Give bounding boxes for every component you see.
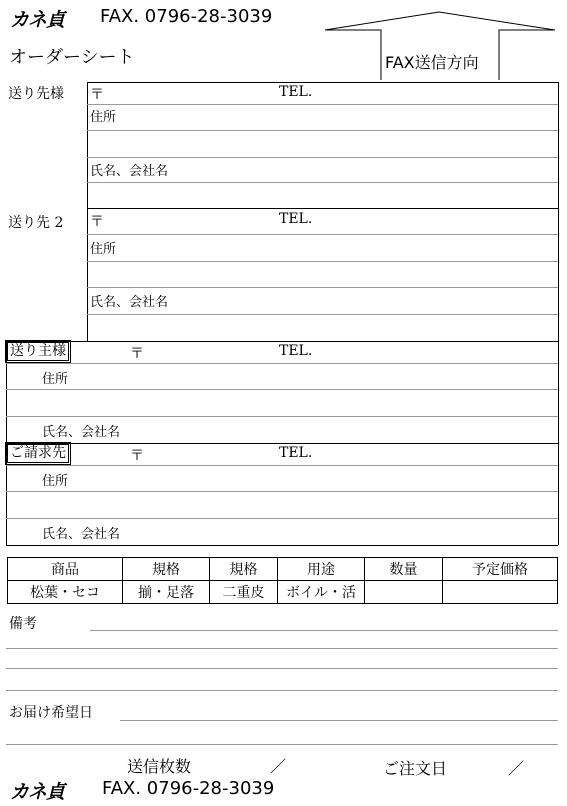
billing-tel-label: TEL. bbox=[279, 445, 313, 461]
sender-name-label: 氏名、会社名 bbox=[42, 425, 121, 440]
page-title: オーダーシート bbox=[9, 47, 135, 68]
header-product: 商品 bbox=[8, 558, 123, 581]
items-table bbox=[7, 557, 558, 604]
recipient2-label: 送り先 2 bbox=[8, 215, 64, 231]
sender-label: 送り主様 bbox=[7, 342, 69, 361]
cell-spec2[interactable]: 二重皮 bbox=[210, 581, 278, 604]
header-spec1: 規格 bbox=[123, 558, 210, 581]
billing-address-label: 住所 bbox=[42, 474, 69, 489]
header-quantity: 数量 bbox=[365, 558, 443, 581]
cell-quantity[interactable] bbox=[365, 581, 443, 604]
recipient-label: 送り先様 bbox=[8, 86, 64, 102]
delivery-date-label: お届け希望日 bbox=[9, 705, 93, 721]
recipient2-postal-label: 〒 bbox=[90, 214, 104, 230]
recipient2-name-label: 氏名、会社名 bbox=[90, 295, 169, 310]
sender-tel-label: TEL. bbox=[279, 343, 313, 359]
table-row bbox=[8, 581, 558, 604]
cell-product[interactable]: 松葉・セコ bbox=[8, 581, 123, 604]
table-header-row bbox=[8, 558, 558, 581]
header-spec2: 規格 bbox=[210, 558, 278, 581]
cell-usage[interactable]: ボイル・活 bbox=[278, 581, 365, 604]
billing-name-label: 氏名、会社名 bbox=[42, 527, 121, 542]
logo-text: カネ貞 bbox=[10, 9, 65, 31]
billing-label: ご請求先 bbox=[7, 444, 69, 463]
order-date-label: ご注文日 bbox=[383, 759, 448, 778]
recipient-postal-label: 〒 bbox=[90, 87, 104, 103]
fax-direction-label: FAX送信方向 bbox=[385, 53, 479, 72]
order-date-slash: ／ bbox=[508, 759, 525, 778]
recipient-address-label: 住所 bbox=[90, 110, 117, 125]
header-usage: 用途 bbox=[278, 558, 365, 581]
fax-number: FAX. 0796-28-3039 bbox=[100, 6, 273, 27]
billing-postal-label: 〒 bbox=[130, 448, 144, 464]
footer-fax-number: FAX. 0796-28-3039 bbox=[102, 778, 275, 799]
pages-slash: ／ bbox=[270, 757, 287, 776]
recipient-tel-label: TEL. bbox=[279, 84, 313, 100]
recipient-name-label: 氏名、会社名 bbox=[90, 164, 169, 179]
cell-spec1[interactable]: 揃・足落 bbox=[123, 581, 210, 604]
sender-postal-label: 〒 bbox=[130, 346, 144, 362]
pages-count-label: 送信枚数 bbox=[127, 757, 192, 776]
sender-address-label: 住所 bbox=[42, 372, 69, 387]
header-price: 予定価格 bbox=[443, 558, 558, 581]
recipient2-tel-label: TEL. bbox=[279, 211, 313, 227]
footer-logo-text: カネ貞 bbox=[10, 781, 65, 803]
recipient2-address-label: 住所 bbox=[90, 242, 117, 257]
notes-label: 備考 bbox=[9, 616, 37, 632]
cell-price[interactable] bbox=[443, 581, 558, 604]
